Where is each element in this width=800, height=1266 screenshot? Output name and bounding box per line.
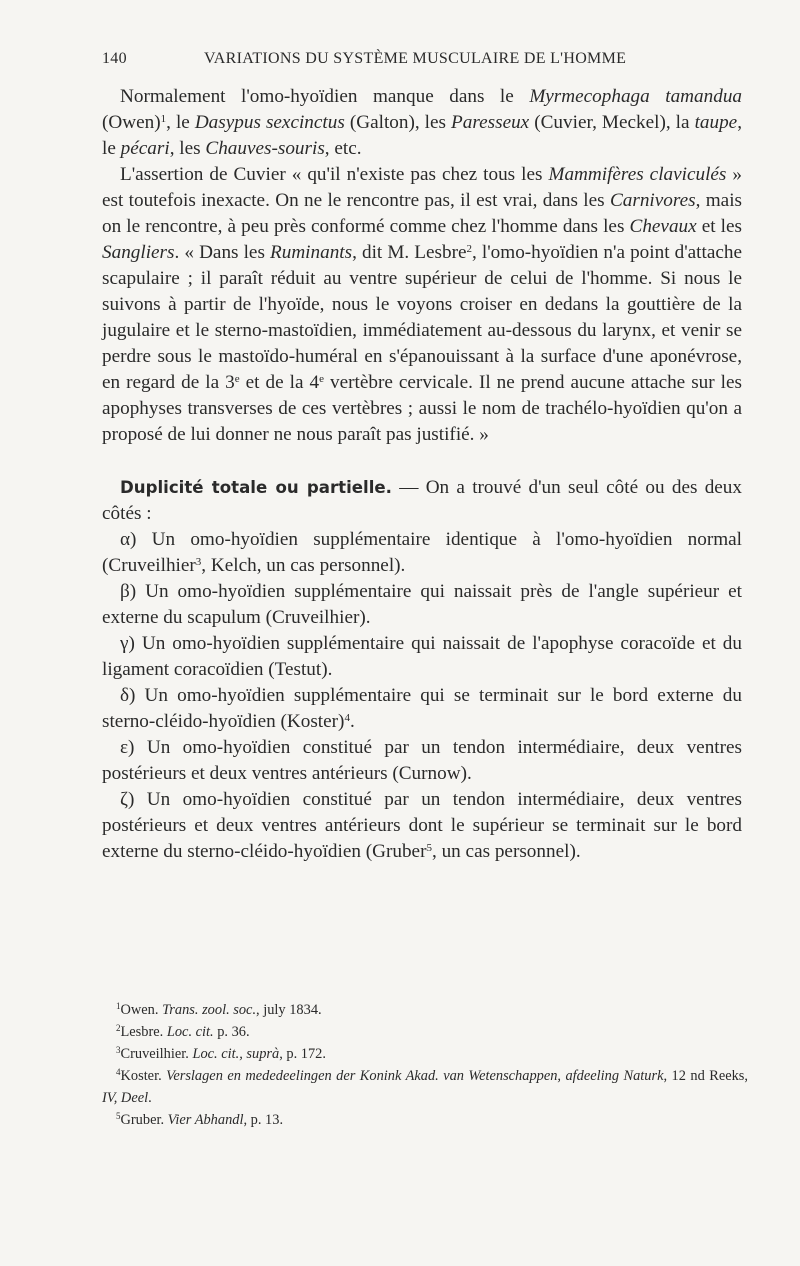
list-item-zeta <box>102 787 742 865</box>
running-header <box>102 50 742 74</box>
italic-run: Chauves-souris <box>205 138 325 159</box>
text-run: δ) Un omo-hyoïdien supplémentaire qui se terminait sur le bord externe du sterno-cléido-hyoïdien (Koster) <box>102 685 742 732</box>
footnote-mark: 5 <box>116 1111 121 1121</box>
text-run: vertèbre cervicale. Il ne prend aucune attache sur les apophyses transverses de ces vertèbres ; aussi le nom de trachélo-hyoïdien qu'on a proposé de lui donner ne nous paraît pas justifié. » <box>102 372 742 445</box>
text-run: , le <box>102 112 742 159</box>
text-run: Normalement l'omo-hyoïdien manque dans le <box>120 86 530 107</box>
footnote-ref: 4 <box>344 712 350 724</box>
italic-run: Verslagen en mededeelingen der Konink Akad. van Wetenschappen, afdeeling Naturk <box>166 1068 664 1084</box>
text-run: — On a trouvé d'un seul côté ou des deux côtés : <box>102 477 742 524</box>
list-item-delta <box>102 683 742 735</box>
text-run: . <box>148 1090 152 1106</box>
section-heading: Duplicité totale ou partielle. <box>120 478 392 497</box>
footnote-ref: 2 <box>466 243 472 255</box>
text-run: ζ) Un omo-hyoïdien constitué par un tendon intermédiaire, deux ventres postérieurs et deux ventres antérieurs dont le supérieur se terminait sur le bord externe du sterno-cléido-hyoïdien (Gruber <box>102 789 742 862</box>
text-run: , l'omo-hyoïdien n'a point d'attache scapulaire ; il paraît réduit au ventre supérieur de celui de l'homme. Si nous le suivons à partir de l'hyoïde, nous le voyons croiser en dedans la gouttière de la jugulaire et le sterno-mastoïdien, immédiatement au-dessous du larynx, et venir se perdre sous le mastoïdo-huméral en s'épanouissant à la surface d'une aponévrose, en regard de la 3 <box>102 242 742 393</box>
text-run: , un cas personnel). <box>431 841 581 862</box>
italic-run: Loc. cit. <box>166 1024 214 1040</box>
text-run: (Galton), les <box>344 112 452 133</box>
text-run: (Owen) <box>102 112 161 133</box>
list-item-gamma <box>102 631 742 683</box>
italic-run: Myrmecophaga tamandua <box>529 86 743 107</box>
footnote-ref: 1 <box>160 113 167 125</box>
italic-run: Vier Abhandl <box>167 1112 244 1128</box>
text-run: et les <box>696 216 742 237</box>
ordinal-suffix: e <box>319 373 325 385</box>
footnote-3 <box>102 1043 748 1065</box>
footnote-4 <box>102 1065 748 1109</box>
footnote-ref: 3 <box>195 556 202 568</box>
footnote-ref: 5 <box>426 842 432 854</box>
text-run: Gruber. <box>120 1112 168 1128</box>
text-run: , les <box>169 138 206 159</box>
text-run: , dit M. Lesbre <box>352 242 467 263</box>
text-run: β) Un omo-hyoïdien supplémentaire qui naissait près de l'angle supérieur et externe du scapulum (Cruveilhier). <box>102 581 742 628</box>
text-run: , etc. <box>324 138 362 159</box>
italic-run: Dasypus sexcinctus <box>194 112 345 133</box>
text-run: Owen. <box>120 1002 163 1018</box>
italic-run: Carnivores <box>609 190 696 211</box>
footnote-mark: 3 <box>116 1045 121 1055</box>
text-run: , p. 172. <box>279 1046 326 1062</box>
text-run: , mais on le rencontre, à peu près conformé comme chez l'homme dans les <box>102 190 742 237</box>
italic-run: pécari <box>120 138 170 159</box>
running-title: VARIATIONS DU SYSTÈME MUSCULAIRE DE L'HOMME <box>204 50 627 67</box>
list-item-alpha <box>102 527 742 579</box>
list-item-epsilon <box>102 735 742 787</box>
paragraph-absence <box>102 84 742 162</box>
list-item-beta <box>102 579 742 631</box>
text-run: γ) Un omo-hyoïdien supplémentaire qui naissait de l'apophyse coracoïde et du ligament coracoïdien (Testut). <box>102 633 742 680</box>
text-run: Lesbre. <box>120 1024 167 1040</box>
footnote-mark: 4 <box>116 1067 121 1077</box>
ordinal-suffix: e <box>234 373 240 385</box>
text-run: et de la 4 <box>239 372 320 393</box>
italic-run: Sangliers <box>102 242 175 263</box>
text-run: , p. 13. <box>243 1112 284 1128</box>
text-run: p. 36. <box>213 1024 250 1040</box>
text-run: L'assertion de Cuvier « qu'il n'existe pas chez tous les <box>120 164 549 185</box>
page-number: 140 <box>102 50 127 67</box>
text-run: α) Un omo-hyoïdien supplémentaire identique à l'omo-hyoïdien normal (Cruveilhier <box>102 529 742 576</box>
footnote-5 <box>102 1109 748 1131</box>
main-text <box>102 84 742 865</box>
italic-run: Ruminants <box>270 242 353 263</box>
italic-run: IV, Deel <box>102 1090 149 1106</box>
paragraph-cuvier <box>102 162 742 448</box>
section-duplicity <box>102 475 742 527</box>
italic-run: Trans. zool. soc. <box>162 1002 257 1018</box>
italic-run: taupe <box>694 112 738 133</box>
text-run: (Cuvier, Meckel), la <box>529 112 695 133</box>
footnote-2 <box>102 1021 748 1043</box>
italic-run: Mammifères claviculés <box>548 164 727 185</box>
text-run: . <box>349 711 355 732</box>
footnote-mark: 2 <box>116 1023 121 1033</box>
text-run: , july 1834. <box>256 1002 322 1018</box>
text-run: . « Dans les <box>174 242 271 263</box>
italic-run: Chevaux <box>629 216 697 237</box>
text-run: Cruveilhier. <box>120 1046 193 1062</box>
italic-run: Loc. cit., suprà <box>192 1046 280 1062</box>
text-run: , le <box>166 112 195 133</box>
text-run: ε) Un omo-hyoïdien constitué par un tendon intermédiaire, deux ventres postérieurs et deux ventres antérieurs (Curnow). <box>102 737 742 784</box>
footnote-1 <box>102 999 748 1021</box>
text-run: » est toutefois inexacte. On ne le rencontre pas, il est vrai, dans les <box>102 164 742 211</box>
text-run: Koster. <box>120 1068 167 1084</box>
footnotes <box>102 999 748 1131</box>
italic-run: Paresseux <box>451 112 530 133</box>
footnote-mark: 1 <box>116 1001 121 1011</box>
text-run: , Kelch, un cas personnel). <box>201 555 406 576</box>
text-run: , 12 nd Reeks, <box>663 1068 748 1084</box>
